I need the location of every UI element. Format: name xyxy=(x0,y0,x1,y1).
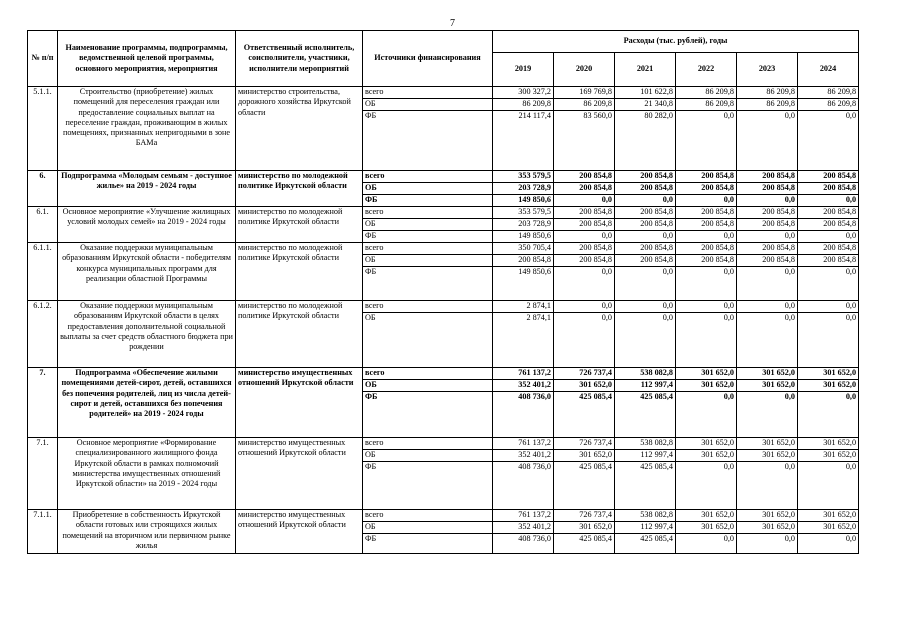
amount-cell: 0,0 xyxy=(554,313,615,368)
amount-cell: 112 997,4 xyxy=(615,522,676,534)
amount-cell: 200 854,8 xyxy=(737,255,798,267)
funding-source: всего xyxy=(363,207,493,219)
header-year: 2021 xyxy=(615,53,676,87)
amount-cell: 169 769,8 xyxy=(554,87,615,99)
amount-cell: 200 854,8 xyxy=(737,219,798,231)
row-number: 6.1.2. xyxy=(28,301,58,368)
amount-cell: 0,0 xyxy=(676,534,737,554)
amount-cell: 200 854,8 xyxy=(554,219,615,231)
amount-cell: 83 560,0 xyxy=(554,111,615,171)
amount-cell: 0,0 xyxy=(615,267,676,301)
funding-source: всего xyxy=(363,171,493,183)
row-number: 7. xyxy=(28,368,58,438)
amount-cell: 353 579,5 xyxy=(493,171,554,183)
header-num: № п/п xyxy=(28,31,58,87)
amount-cell: 301 652,0 xyxy=(737,438,798,450)
header-year: 2022 xyxy=(676,53,737,87)
funding-source: ОБ xyxy=(363,183,493,195)
amount-cell: 425 085,4 xyxy=(554,462,615,510)
amount-cell: 0,0 xyxy=(676,301,737,313)
table-row xyxy=(28,438,859,450)
funding-source: всего xyxy=(363,510,493,522)
amount-cell: 200 854,8 xyxy=(615,255,676,267)
amount-cell: 200 854,8 xyxy=(554,243,615,255)
program-name: Оказание поддержки муниципальным образованиям Иркутской области в целях предоставления дополнительной социальной выплаты за счет средств областного бюджета при рождении xyxy=(58,301,236,368)
funding-source: всего xyxy=(363,438,493,450)
table-row xyxy=(28,87,859,99)
amount-cell: 301 652,0 xyxy=(798,368,859,380)
funding-source: ФБ xyxy=(363,462,493,510)
amount-cell: 86 209,8 xyxy=(676,99,737,111)
header-year: 2023 xyxy=(737,53,798,87)
amount-cell: 538 082,8 xyxy=(615,368,676,380)
amount-cell: 0,0 xyxy=(798,195,859,207)
page-number: 7 xyxy=(450,18,455,29)
amount-cell: 200 854,8 xyxy=(615,183,676,195)
amount-cell: 200 854,8 xyxy=(737,207,798,219)
amount-cell: 86 209,8 xyxy=(676,87,737,99)
amount-cell: 301 652,0 xyxy=(737,450,798,462)
row-number: 7.1. xyxy=(28,438,58,510)
amount-cell: 200 854,8 xyxy=(554,171,615,183)
table-header xyxy=(28,31,859,87)
header-source: Источники финансирования xyxy=(363,31,493,87)
amount-cell: 0,0 xyxy=(676,231,737,243)
amount-cell: 86 209,8 xyxy=(554,99,615,111)
amount-cell: 200 854,8 xyxy=(676,219,737,231)
amount-cell: 301 652,0 xyxy=(554,522,615,534)
responsible-executor: министерство по молодежной политике Иркутской области xyxy=(236,207,363,243)
funding-source: ФБ xyxy=(363,111,493,171)
table-row xyxy=(28,301,859,313)
amount-cell: 149 850,6 xyxy=(493,231,554,243)
amount-cell: 0,0 xyxy=(615,195,676,207)
amount-cell: 0,0 xyxy=(737,392,798,438)
amount-cell: 408 736,0 xyxy=(493,462,554,510)
amount-cell: 200 854,8 xyxy=(676,171,737,183)
header-year: 2019 xyxy=(493,53,554,87)
amount-cell: 200 854,8 xyxy=(737,171,798,183)
amount-cell: 203 728,9 xyxy=(493,183,554,195)
amount-cell: 0,0 xyxy=(676,267,737,301)
responsible-executor: министерство по молодежной политике Иркутской области xyxy=(236,171,363,207)
amount-cell: 761 137,2 xyxy=(493,438,554,450)
amount-cell: 301 652,0 xyxy=(798,438,859,450)
amount-cell: 0,0 xyxy=(554,195,615,207)
amount-cell: 112 997,4 xyxy=(615,380,676,392)
amount-cell: 0,0 xyxy=(676,111,737,171)
amount-cell: 0,0 xyxy=(676,392,737,438)
amount-cell: 200 854,8 xyxy=(798,183,859,195)
row-number: 6. xyxy=(28,171,58,207)
amount-cell: 301 652,0 xyxy=(737,368,798,380)
table-row xyxy=(28,207,859,219)
amount-cell: 301 652,0 xyxy=(676,510,737,522)
funding-source: ОБ xyxy=(363,313,493,368)
amount-cell: 425 085,4 xyxy=(615,392,676,438)
row-number: 6.1. xyxy=(28,207,58,243)
amount-cell: 200 854,8 xyxy=(798,255,859,267)
amount-cell: 214 117,4 xyxy=(493,111,554,171)
amount-cell: 301 652,0 xyxy=(676,450,737,462)
amount-cell: 0,0 xyxy=(737,267,798,301)
header-year: 2020 xyxy=(554,53,615,87)
responsible-executor: министерство строительства, дорожного хозяйства Иркутской области xyxy=(236,87,363,171)
amount-cell: 0,0 xyxy=(737,111,798,171)
amount-cell: 301 652,0 xyxy=(737,380,798,392)
amount-cell: 200 854,8 xyxy=(737,243,798,255)
amount-cell: 0,0 xyxy=(798,111,859,171)
table-row xyxy=(28,243,859,255)
responsible-executor: министерство по молодежной политике Иркутской области xyxy=(236,301,363,368)
amount-cell: 0,0 xyxy=(798,301,859,313)
amount-cell: 200 854,8 xyxy=(798,207,859,219)
row-number: 7.1.1. xyxy=(28,510,58,554)
amount-cell: 149 850,6 xyxy=(493,267,554,301)
amount-cell: 425 085,4 xyxy=(554,392,615,438)
table-body xyxy=(28,87,859,554)
amount-cell: 301 652,0 xyxy=(798,450,859,462)
budget-table xyxy=(27,30,859,554)
amount-cell: 0,0 xyxy=(798,392,859,438)
program-name: Основное мероприятие «Улучшение жилищных условий молодых семей» на 2019 - 2024 годы xyxy=(58,207,236,243)
header-year: 2024 xyxy=(798,53,859,87)
amount-cell: 301 652,0 xyxy=(737,510,798,522)
header-responsible: Ответственный исполнитель, соисполнители, участники, исполнители мероприятий xyxy=(236,31,363,87)
amount-cell: 0,0 xyxy=(615,231,676,243)
responsible-executor: министерство по молодежной политике Иркутской области xyxy=(236,243,363,301)
amount-cell: 0,0 xyxy=(615,301,676,313)
funding-source: ОБ xyxy=(363,99,493,111)
program-name: Строительство (приобретение) жилых помещений для переселения граждан или предоставление социальных выплат на переселение граждан, проживающим в жилых помещениях, признанных непригодными в зоне БАМа xyxy=(58,87,236,171)
amount-cell: 301 652,0 xyxy=(676,368,737,380)
amount-cell: 350 705,4 xyxy=(493,243,554,255)
amount-cell: 200 854,8 xyxy=(615,171,676,183)
responsible-executor: министерство имущественных отношений Иркутской области xyxy=(236,510,363,554)
amount-cell: 200 854,8 xyxy=(554,207,615,219)
program-name: Подпрограмма «Обеспечение жилыми помещениями детей-сирот, детей, оставшихся без попечения родителей, лиц из числа детей-сирот и детей, оставшихся без попечения родителей» на 2019 - 2024 годы xyxy=(58,368,236,438)
amount-cell: 301 652,0 xyxy=(676,438,737,450)
amount-cell: 301 652,0 xyxy=(676,522,737,534)
header-expenses: Расходы (тыс. рублей), годы xyxy=(493,31,859,53)
amount-cell: 200 854,8 xyxy=(798,219,859,231)
amount-cell: 301 652,0 xyxy=(554,450,615,462)
amount-cell: 0,0 xyxy=(554,267,615,301)
amount-cell: 425 085,4 xyxy=(615,534,676,554)
funding-source: ФБ xyxy=(363,534,493,554)
amount-cell: 86 209,8 xyxy=(798,87,859,99)
amount-cell: 203 728,9 xyxy=(493,219,554,231)
funding-source: всего xyxy=(363,87,493,99)
amount-cell: 301 652,0 xyxy=(676,380,737,392)
amount-cell: 200 854,8 xyxy=(615,243,676,255)
amount-cell: 0,0 xyxy=(737,534,798,554)
amount-cell: 80 282,0 xyxy=(615,111,676,171)
amount-cell: 0,0 xyxy=(798,534,859,554)
amount-cell: 352 401,2 xyxy=(493,522,554,534)
amount-cell: 301 652,0 xyxy=(798,510,859,522)
amount-cell: 0,0 xyxy=(554,231,615,243)
amount-cell: 200 854,8 xyxy=(676,183,737,195)
responsible-executor: министерство имущественных отношений Иркутской области xyxy=(236,438,363,510)
funding-source: ОБ xyxy=(363,522,493,534)
amount-cell: 0,0 xyxy=(798,462,859,510)
amount-cell: 0,0 xyxy=(798,267,859,301)
amount-cell: 86 209,8 xyxy=(737,87,798,99)
amount-cell: 0,0 xyxy=(798,313,859,368)
amount-cell: 0,0 xyxy=(676,313,737,368)
amount-cell: 425 085,4 xyxy=(554,534,615,554)
funding-source: ОБ xyxy=(363,450,493,462)
amount-cell: 0,0 xyxy=(737,462,798,510)
amount-cell: 0,0 xyxy=(737,231,798,243)
funding-source: всего xyxy=(363,243,493,255)
amount-cell: 200 854,8 xyxy=(615,207,676,219)
amount-cell: 726 737,4 xyxy=(554,510,615,522)
amount-cell: 408 736,0 xyxy=(493,534,554,554)
amount-cell: 101 622,8 xyxy=(615,87,676,99)
funding-source: ФБ xyxy=(363,195,493,207)
amount-cell: 200 854,8 xyxy=(554,255,615,267)
amount-cell: 112 997,4 xyxy=(615,450,676,462)
amount-cell: 2 874,1 xyxy=(493,313,554,368)
amount-cell: 200 854,8 xyxy=(798,171,859,183)
amount-cell: 0,0 xyxy=(737,301,798,313)
amount-cell: 21 340,8 xyxy=(615,99,676,111)
amount-cell: 301 652,0 xyxy=(554,380,615,392)
amount-cell: 353 579,5 xyxy=(493,207,554,219)
amount-cell: 0,0 xyxy=(676,462,737,510)
amount-cell: 86 209,8 xyxy=(737,99,798,111)
amount-cell: 352 401,2 xyxy=(493,380,554,392)
amount-cell: 200 854,8 xyxy=(676,243,737,255)
funding-source: всего xyxy=(363,368,493,380)
program-name: Приобретение в собственность Иркутской области готовых или строящихся жилых помещений на вторичном или первичном рынке жилья xyxy=(58,510,236,554)
row-number: 6.1.1. xyxy=(28,243,58,301)
amount-cell: 86 209,8 xyxy=(493,99,554,111)
amount-cell: 538 082,8 xyxy=(615,510,676,522)
header-name: Наименование программы, подпрограммы, ведомственной целевой программы, основного мероприятия, мероприятия xyxy=(58,31,236,87)
table-row xyxy=(28,171,859,183)
amount-cell: 200 854,8 xyxy=(798,243,859,255)
amount-cell: 425 085,4 xyxy=(615,462,676,510)
amount-cell: 200 854,8 xyxy=(676,255,737,267)
amount-cell: 0,0 xyxy=(737,195,798,207)
funding-source: всего xyxy=(363,301,493,313)
amount-cell: 200 854,8 xyxy=(676,207,737,219)
amount-cell: 200 854,8 xyxy=(493,255,554,267)
amount-cell: 200 854,8 xyxy=(737,183,798,195)
table-row xyxy=(28,368,859,380)
amount-cell: 300 327,2 xyxy=(493,87,554,99)
row-number: 5.1.1. xyxy=(28,87,58,171)
amount-cell: 726 737,4 xyxy=(554,438,615,450)
amount-cell: 408 736,0 xyxy=(493,392,554,438)
funding-source: ФБ xyxy=(363,392,493,438)
amount-cell: 538 082,8 xyxy=(615,438,676,450)
program-name: Основное мероприятие «Формирование специализированного жилищного фонда Иркутской области в рамках полномочий министерства имущественных отношений Иркутской области» на 2019 - 2024 годы xyxy=(58,438,236,510)
amount-cell: 726 737,4 xyxy=(554,368,615,380)
amount-cell: 200 854,8 xyxy=(554,183,615,195)
funding-source: ОБ xyxy=(363,219,493,231)
amount-cell: 2 874,1 xyxy=(493,301,554,313)
amount-cell: 352 401,2 xyxy=(493,450,554,462)
amount-cell: 301 652,0 xyxy=(798,522,859,534)
amount-cell: 0,0 xyxy=(554,301,615,313)
funding-source: ФБ xyxy=(363,231,493,243)
amount-cell: 0,0 xyxy=(737,313,798,368)
program-name: Оказание поддержки муниципальным образованиям Иркутской области - победителям конкурса муниципальных программ для реализации областной Программы xyxy=(58,243,236,301)
amount-cell: 761 137,2 xyxy=(493,368,554,380)
amount-cell: 301 652,0 xyxy=(798,380,859,392)
program-name: Подпрограмма «Молодым семьям - доступное жилье» на 2019 - 2024 годы xyxy=(58,171,236,207)
amount-cell: 200 854,8 xyxy=(615,219,676,231)
amount-cell: 761 137,2 xyxy=(493,510,554,522)
amount-cell: 0,0 xyxy=(676,195,737,207)
responsible-executor: министерство имущественных отношений Иркутской области xyxy=(236,368,363,438)
amount-cell: 86 209,8 xyxy=(798,99,859,111)
funding-source: ОБ xyxy=(363,380,493,392)
funding-source: ОБ xyxy=(363,255,493,267)
amount-cell: 301 652,0 xyxy=(737,522,798,534)
table-row xyxy=(28,510,859,522)
amount-cell: 149 850,6 xyxy=(493,195,554,207)
amount-cell: 0,0 xyxy=(798,231,859,243)
funding-source: ФБ xyxy=(363,267,493,301)
amount-cell: 0,0 xyxy=(615,313,676,368)
